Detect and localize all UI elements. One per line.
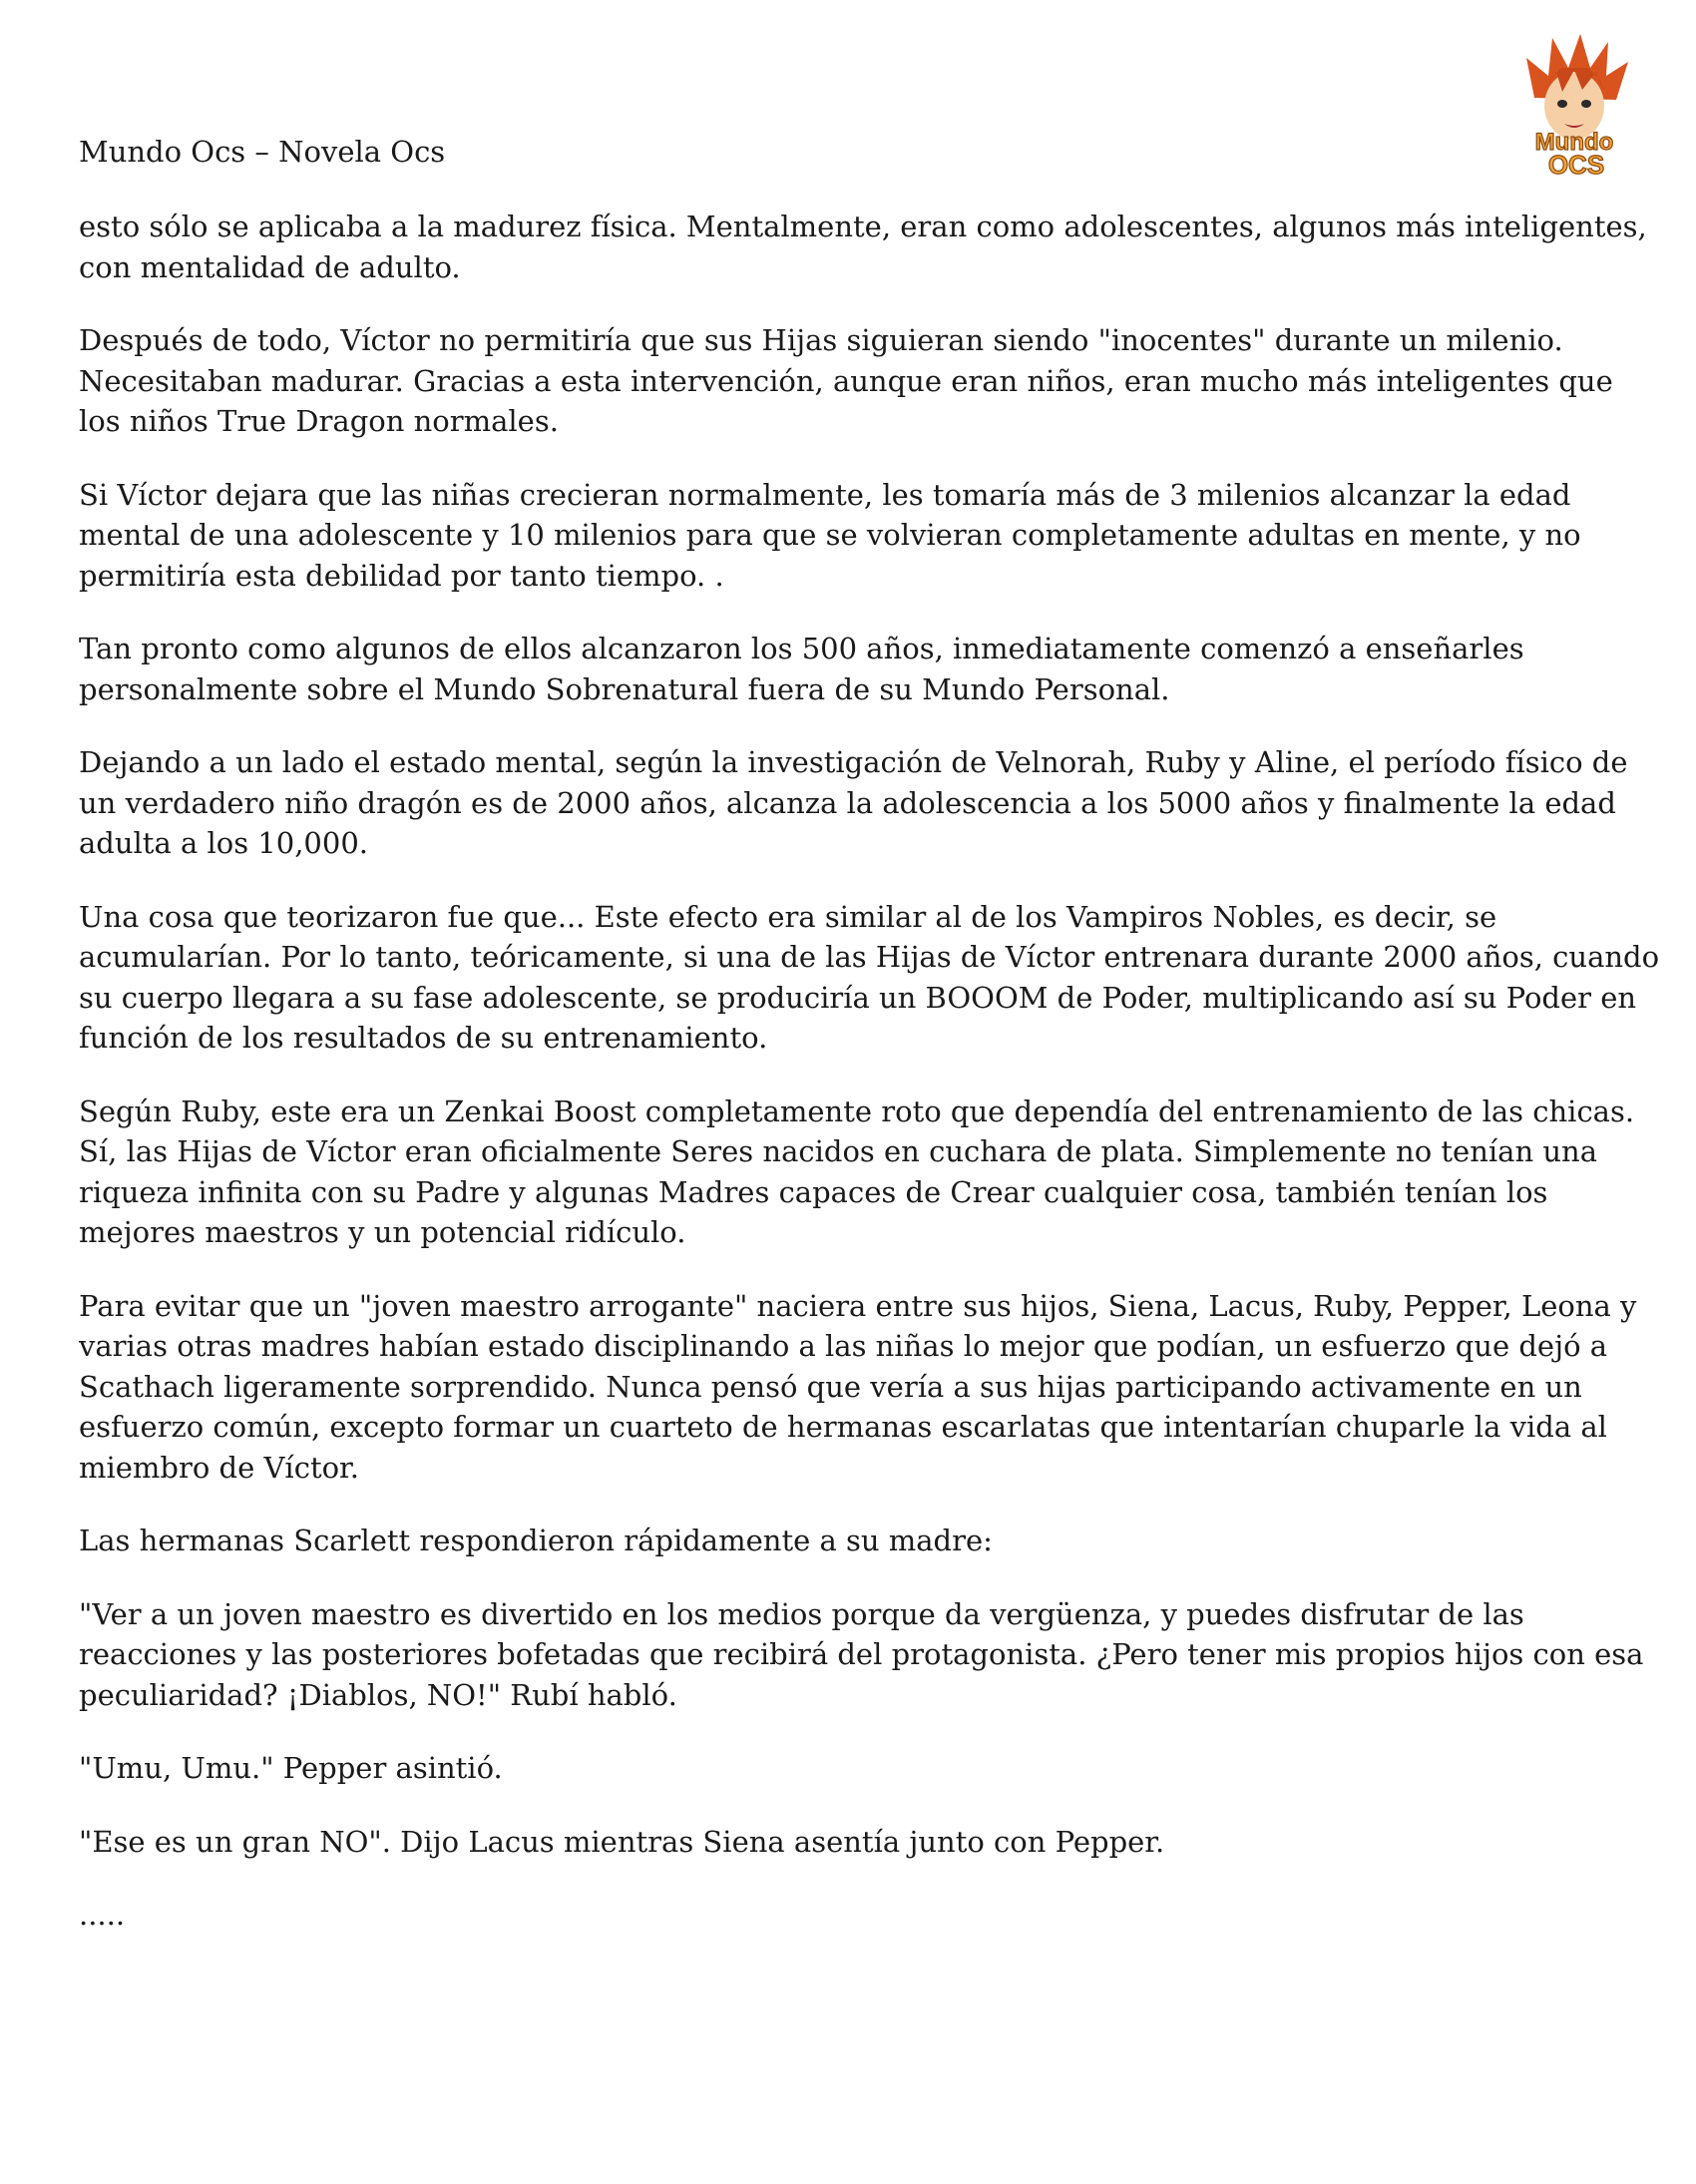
- paragraph: Dejando a un lado el estado mental, según la investigación de Velnorah, Ruby y Aline, el período físico de un verdadero niño dragón es de 2000 años, alcanza la adolescencia a los 5000 años y finalmente la edad adulta a los 10,000.: [79, 745, 1628, 860]
- paragraph: Si Víctor dejara que las niñas crecieran normalmente, les tomaría más de 3 milenios alcanzar la edad mental de una adolescente y 10 milenios para que se volvieran completamente adultas en mente, y no permitiría esta debilidad por tanto tiempo. .: [79, 477, 1581, 593]
- paragraph: "Ese es un gran NO". Dijo Lacus mientras Siena asentía junto con Pepper.: [79, 1824, 1165, 1859]
- paragraph: Para evitar que un "joven maestro arrogante" naciera entre sus hijos, Siena, Lacus, Ruby, Pepper, Leona y varias otras madres habían estado disciplinando a las niñas lo mejor que podían, un esfuerzo que dejó a Scathach ligeramente sorprendido. Nunca pensó que vería a sus hijas participando activamente en un esfuerzo común, excepto formar un cuarteto de hermanas escarlatas que intentarían chuparle la vida al miembro de Víctor.: [79, 1288, 1637, 1485]
- paragraph: "Umu, Umu." Pepper asintió.: [79, 1751, 503, 1785]
- paragraph: Según Ruby, este era un Zenkai Boost completamente roto que dependía del entrenamiento de las chicas. Sí, las Hijas de Víctor eran oficialmente Seres nacidos en cuchara de plata. Simplemente no tenían una riqueza infinita con su Padre y algunas Madres capaces de Crear cualquier cosa, también tenían los mejores maestros y un potencial ridículo.: [79, 1093, 1635, 1249]
- mundo-ocs-logo: [1504, 28, 1644, 178]
- logo-icon: [1504, 28, 1644, 178]
- paragraph: Las hermanas Scarlett respondieron rápidamente a su madre:: [79, 1524, 993, 1557]
- paragraph-ellipsis: .....: [79, 1898, 126, 1932]
- paragraph: esto sólo se aplicaba a la madurez física. Mentalmente, eran como adolescentes, algunos más inteligentes, con mentalidad de adulto.: [79, 210, 1647, 284]
- paragraph: "Ver a un joven maestro es divertido en los medios porque da vergüenza, y puedes disfrutar de las reacciones y las posteriores bofetadas que recibirá del protagonista. ¿Pero tener mis propios hijos con esa peculiaridad? ¡Diablos, NO!" Rubí habló.: [79, 1596, 1644, 1712]
- page-header-title: Mundo Ocs – Novela Ocs: [79, 135, 446, 169]
- document-body: [79, 207, 1663, 1968]
- paragraph: Después de todo, Víctor no permitiría que sus Hijas siguieran siendo "inocentes" durante un milenio. Necesitaban madurar. Gracias a esta intervención, aunque eran niños, eran mucho más inteligentes que los niños True Dragon normales.: [79, 323, 1613, 438]
- svg-text:OCS: OCS: [1547, 150, 1605, 178]
- svg-text:Mundo: Mundo: [1534, 129, 1614, 156]
- paragraph: Una cosa que teorizaron fue que... Este efecto era similar al de los Vampiros Nobles, es decir, se acumularían. Por lo tanto, teóricamente, si una de las Hijas de Víctor entrenara durante 2000 años, cuando su cuerpo llegara a su fase adolescente, se produciría un BOOOM de Poder, multiplicando así su Poder en función de los resultados de su entrenamiento.: [79, 899, 1660, 1055]
- paragraph: Tan pronto como algunos de ellos alcanzaron los 500 años, inmediatamente comenzó a enseñarles personalmente sobre el Mundo Sobrenatural fuera de su Mundo Personal.: [79, 632, 1524, 706]
